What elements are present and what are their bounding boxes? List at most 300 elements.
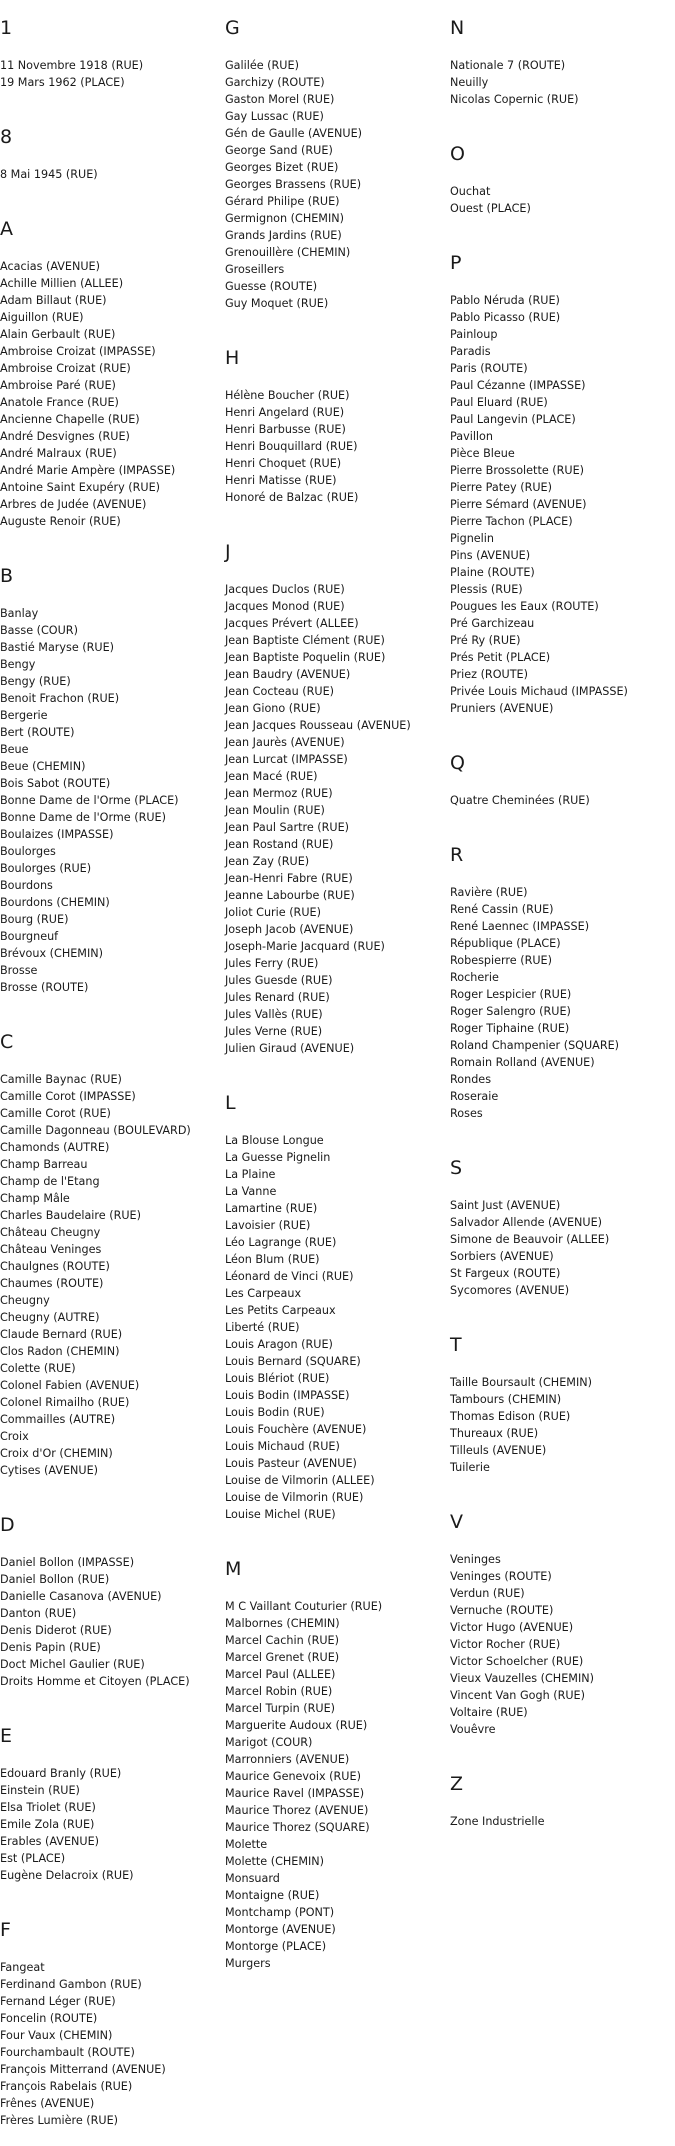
street-item[interactable]: Saint Just (AVENUE) [450, 1199, 561, 1212]
street-item[interactable]: Danielle Casanova (AVENUE) [0, 1590, 162, 1603]
street-list [0, 40, 225, 108]
street-item[interactable]: Denis Diderot (RUE) [0, 1624, 112, 1637]
street-list [450, 867, 675, 1139]
street-item[interactable]: Cytises (AVENUE) [0, 1464, 99, 1477]
street-item[interactable]: Louise Michel (RUE) [225, 1508, 336, 1521]
street-item[interactable]: Colette (RUE) [0, 1362, 76, 1375]
street-item[interactable]: Louis Bodin (RUE) [225, 1406, 325, 1419]
street-item[interactable]: Roseraie [450, 1090, 499, 1103]
street-item[interactable]: Est (PLACE) [0, 1852, 66, 1865]
street-list [450, 1534, 675, 1755]
street-item[interactable]: Hélène Boucher (RUE) [225, 389, 350, 402]
street-item[interactable]: Montchamp (PONT) [225, 1906, 335, 1919]
index-letter: T [450, 1334, 462, 1356]
street-item[interactable]: Victor Schoelcher (RUE) [450, 1655, 584, 1668]
street-item[interactable]: George Sand (RUE) [225, 144, 333, 157]
street-item[interactable]: Jean Baptiste Poquelin (RUE) [225, 651, 386, 664]
letter-group [225, 343, 450, 523]
letter-group [450, 248, 675, 734]
street-item[interactable]: Liberté (RUE) [225, 1321, 300, 1334]
street-item[interactable]: Charles Baudelaire (RUE) [0, 1209, 141, 1222]
street-item[interactable]: Ouest (PLACE) [450, 202, 531, 215]
street-item[interactable]: Maurice Thorez (SQUARE) [225, 1821, 370, 1834]
street-item[interactable]: 8 Mai 1945 (RUE) [0, 168, 98, 181]
street-item[interactable]: Neuilly [450, 76, 489, 89]
street-item[interactable]: Adam Billaut (RUE) [0, 294, 107, 307]
street-item[interactable]: Bengy [0, 658, 36, 671]
street-item[interactable]: Tuilerie [450, 1461, 490, 1474]
street-item[interactable]: Grands Jardins (RUE) [225, 229, 342, 242]
street-item[interactable]: Fourchambault (ROUTE) [0, 2046, 135, 2059]
street-item[interactable]: Tilleuls (AVENUE) [450, 1444, 547, 1457]
street-item[interactable]: Galilée (RUE) [225, 59, 299, 72]
street-item[interactable]: Robespierre (RUE) [450, 954, 552, 967]
street-item[interactable]: Auguste Renoir (RUE) [0, 515, 121, 528]
street-list [450, 1796, 675, 1847]
street-item[interactable]: Boulorges [0, 845, 56, 858]
street-item[interactable]: Château Veninges [0, 1243, 102, 1256]
street-item[interactable]: Guesse (ROUTE) [225, 280, 318, 293]
street-item[interactable]: Montorge (PLACE) [225, 1940, 327, 1953]
street-item[interactable]: André Desvignes (RUE) [0, 430, 130, 443]
letter-group [450, 1330, 675, 1493]
street-item[interactable]: Chamonds (AUTRE) [0, 1141, 110, 1154]
street-list [225, 1581, 450, 1989]
street-item[interactable]: Antoine Saint Exupéry (RUE) [0, 481, 161, 494]
street-item[interactable]: Paul Eluard (RUE) [450, 396, 548, 409]
index-letter: O [450, 143, 465, 165]
street-item[interactable]: Lamartine (RUE) [225, 1202, 318, 1215]
street-item[interactable]: Croix d'Or (CHEMIN) [0, 1447, 113, 1460]
letter-group [0, 214, 225, 547]
street-item[interactable]: Bonne Dame de l'Orme (RUE) [0, 811, 166, 824]
street-item[interactable]: Honoré de Balzac (RUE) [225, 491, 359, 504]
street-item[interactable]: Paul Cézanne (IMPASSE) [450, 379, 586, 392]
street-item[interactable]: Fernand Léger (RUE) [0, 1995, 116, 2008]
street-item[interactable]: Boulorges (RUE) [0, 862, 92, 875]
street-item[interactable]: Léo Lagrange (RUE) [225, 1236, 337, 1249]
street-item[interactable]: Acacias (AVENUE) [0, 260, 100, 273]
street-item[interactable]: Jean Jaurès (AVENUE) [225, 736, 345, 749]
street-item[interactable]: Four Vaux (CHEMIN) [0, 2029, 113, 2042]
index-letter: G [225, 17, 240, 39]
street-item[interactable]: Nationale 7 (ROUTE) [450, 59, 566, 72]
street-item[interactable]: Pablo Néruda (RUE) [450, 294, 560, 307]
street-item[interactable]: Murgers [225, 1957, 271, 1970]
street-item[interactable]: Joliot Curie (RUE) [225, 906, 321, 919]
street-item[interactable]: Marcel Cachin (RUE) [225, 1634, 339, 1647]
letter-group [0, 561, 225, 1013]
street-item[interactable]: Paradis [450, 345, 491, 358]
street-item[interactable]: Maurice Ravel (IMPASSE) [225, 1787, 365, 1800]
street-item[interactable]: Maurice Thorez (AVENUE) [225, 1804, 369, 1817]
street-item[interactable]: Pré Ry (RUE) [450, 634, 521, 647]
street-item[interactable]: Louis Michaud (RUE) [225, 1440, 340, 1453]
street-item[interactable]: 19 Mars 1962 (PLACE) [0, 76, 125, 89]
street-item[interactable]: Jeanne Labourbe (RUE) [225, 889, 355, 902]
street-item[interactable]: Louis Blériot (RUE) [225, 1372, 330, 1385]
street-item[interactable]: Château Cheugny [0, 1226, 101, 1239]
street-item[interactable]: Erables (AVENUE) [0, 1835, 100, 1848]
street-item[interactable]: Bourdons [0, 879, 53, 892]
street-item[interactable]: André Malraux (RUE) [0, 447, 117, 460]
street-item[interactable]: Pré Garchizeau [450, 617, 535, 630]
street-item[interactable]: Nicolas Copernic (RUE) [450, 93, 579, 106]
street-item[interactable]: Paris (ROUTE) [450, 362, 528, 375]
street-item[interactable]: Boulaizes (IMPASSE) [0, 828, 114, 841]
street-item[interactable]: Marguerite Audoux (RUE) [225, 1719, 368, 1732]
street-item[interactable]: François Mitterrand (AVENUE) [0, 2063, 166, 2076]
street-item[interactable]: Privée Louis Michaud (IMPASSE) [450, 685, 628, 698]
letter-group [450, 1153, 675, 1316]
street-item[interactable]: Roses [450, 1107, 483, 1120]
street-item[interactable]: Marigot (COUR) [225, 1736, 313, 1749]
street-item[interactable]: Cheugny (AUTRE) [0, 1311, 100, 1324]
street-item[interactable]: Bourgneuf [0, 930, 59, 943]
street-item[interactable]: Alain Gerbault (RUE) [0, 328, 116, 341]
street-item[interactable]: Molette [225, 1838, 268, 1851]
street-item[interactable]: Louis Bernard (SQUARE) [225, 1355, 361, 1368]
street-item[interactable]: Roger Lespicier (RUE) [450, 988, 572, 1001]
street-item[interactable]: Bourdons (CHEMIN) [0, 896, 110, 909]
street-item[interactable]: Pierre Patey (RUE) [450, 481, 552, 494]
street-item[interactable]: Jean Rostand (RUE) [225, 838, 334, 851]
street-item[interactable]: Salvador Allende (AVENUE) [450, 1216, 603, 1229]
street-item[interactable]: La Blouse Longue [225, 1134, 324, 1147]
street-item[interactable]: Jules Ferry (RUE) [225, 957, 319, 970]
street-item[interactable]: Jules Verne (RUE) [225, 1025, 323, 1038]
street-item[interactable]: Veninges (ROUTE) [450, 1570, 552, 1583]
street-item[interactable]: Colonel Fabien (AVENUE) [0, 1379, 140, 1392]
street-list [0, 1748, 225, 1901]
street-item[interactable]: Bastié Maryse (RUE) [0, 641, 115, 654]
letter-group [0, 1721, 225, 1901]
street-item[interactable]: Pignelin [450, 532, 494, 545]
street-item[interactable]: Arbres de Judée (AVENUE) [0, 498, 147, 511]
street-item[interactable]: Guy Moquet (RUE) [225, 297, 329, 310]
street-item[interactable]: Gérard Philipe (RUE) [225, 195, 340, 208]
street-item[interactable]: Garchizy (ROUTE) [225, 76, 325, 89]
street-item[interactable]: Jules Vallès (RUE) [225, 1008, 323, 1021]
street-item[interactable]: Lavoisier (RUE) [225, 1219, 311, 1232]
street-item[interactable]: Henri Choquet (RUE) [225, 457, 342, 470]
street-item[interactable]: M C Vaillant Couturier (RUE) [225, 1600, 383, 1613]
street-item[interactable]: Thureaux (RUE) [450, 1427, 539, 1440]
street-item[interactable]: Jean Jacques Rousseau (AVENUE) [225, 719, 411, 732]
street-item[interactable]: Prés Petit (PLACE) [450, 651, 551, 664]
street-item[interactable]: Jean Baptiste Clément (RUE) [225, 634, 385, 647]
street-item[interactable]: Rocherie [450, 971, 499, 984]
letter-group [450, 13, 675, 125]
street-item[interactable]: Daniel Bollon (RUE) [0, 1573, 110, 1586]
street-item[interactable]: Champ Mâle [0, 1192, 70, 1205]
street-item[interactable]: Champ Barreau [0, 1158, 88, 1171]
street-item[interactable]: Georges Brassens (RUE) [225, 178, 362, 191]
letter-group [225, 1088, 450, 1540]
street-item[interactable]: Taille Boursault (CHEMIN) [450, 1376, 592, 1389]
street-item[interactable]: Achille Millien (ALLEE) [0, 277, 124, 290]
street-item[interactable]: Pierre Sémard (AVENUE) [450, 498, 587, 511]
street-item[interactable]: Tambours (CHEMIN) [450, 1393, 562, 1406]
street-item[interactable]: Germignon (CHEMIN) [225, 212, 344, 225]
street-item[interactable]: Maurice Genevoix (RUE) [225, 1770, 361, 1783]
street-item[interactable]: Frères Lumière (RUE) [0, 2114, 119, 2127]
street-item[interactable]: Plaine (ROUTE) [450, 566, 535, 579]
street-item[interactable]: Bert (ROUTE) [0, 726, 75, 739]
street-item[interactable]: Jean Cocteau (RUE) [225, 685, 335, 698]
street-item[interactable]: Grenouillère (CHEMIN) [225, 246, 351, 259]
street-item[interactable]: Rondes [450, 1073, 492, 1086]
street-item[interactable]: Benoit Frachon (RUE) [0, 692, 120, 705]
street-item[interactable]: Ouchat [450, 185, 491, 198]
street-item[interactable]: Beue [0, 743, 29, 756]
letter-group [0, 1915, 225, 2146]
street-item[interactable]: Ravière (RUE) [450, 886, 528, 899]
street-item[interactable]: La Vanne [225, 1185, 277, 1198]
street-item[interactable]: Brosse (ROUTE) [0, 981, 89, 994]
street-list [450, 1357, 675, 1493]
street-item[interactable]: St Fargeux (ROUTE) [450, 1267, 561, 1280]
street-item[interactable]: André Marie Ampère (IMPASSE) [0, 464, 176, 477]
street-item[interactable]: Verdun (RUE) [450, 1587, 525, 1600]
street-item[interactable]: Henri Angelard (RUE) [225, 406, 345, 419]
letter-group [0, 122, 225, 200]
street-item[interactable]: Quatre Cheminées (RUE) [450, 794, 590, 807]
street-item[interactable]: Jean Paul Sartre (RUE) [225, 821, 350, 834]
street-list [0, 588, 225, 1013]
street-item[interactable]: Daniel Bollon (IMPASSE) [0, 1556, 135, 1569]
street-item[interactable]: Georges Bizet (RUE) [225, 161, 339, 174]
street-item[interactable]: La Guesse Pignelin [225, 1151, 331, 1164]
street-item[interactable]: Jean Zay (RUE) [225, 855, 310, 868]
street-item[interactable]: Camille Corot (IMPASSE) [0, 1090, 136, 1103]
street-item[interactable]: Gén de Gaulle (AVENUE) [225, 127, 363, 140]
street-item[interactable]: Léon Blum (RUE) [225, 1253, 320, 1266]
street-item[interactable]: Frênes (AVENUE) [0, 2097, 95, 2110]
street-item[interactable]: Pierre Brossolette (RUE) [450, 464, 585, 477]
column-2 [225, 0, 450, 1989]
street-item[interactable]: Camille Dagonneau (BOULEVARD) [0, 1124, 191, 1137]
street-item[interactable]: Doct Michel Gaulier (RUE) [0, 1658, 145, 1671]
street-item[interactable]: Molette (CHEMIN) [225, 1855, 325, 1868]
street-item[interactable]: Edouard Branly (RUE) [0, 1767, 122, 1780]
street-item[interactable]: Groseillers [225, 263, 285, 276]
street-item[interactable]: Denis Papin (RUE) [0, 1641, 101, 1654]
street-item[interactable]: Elsa Triolet (RUE) [0, 1801, 96, 1814]
street-item[interactable]: La Plaine [225, 1168, 276, 1181]
street-item[interactable]: Paul Langevin (PLACE) [450, 413, 576, 426]
street-item[interactable]: Ambroise Paré (RUE) [0, 379, 116, 392]
street-item[interactable]: Danton (RUE) [0, 1607, 77, 1620]
street-item[interactable]: Camille Baynac (RUE) [0, 1073, 122, 1086]
street-item[interactable]: Henri Bouquillard (RUE) [225, 440, 358, 453]
street-item[interactable]: Ambroise Croizat (RUE) [0, 362, 131, 375]
street-item[interactable]: Ancienne Chapelle (RUE) [0, 413, 140, 426]
index-letter: L [225, 1092, 236, 1114]
street-item[interactable]: Vernuche (ROUTE) [450, 1604, 554, 1617]
street-item[interactable]: Vincent Van Gogh (RUE) [450, 1689, 585, 1702]
index-letter: N [450, 17, 465, 39]
street-item[interactable]: Painloup [450, 328, 498, 341]
street-item[interactable]: Vieux Vauzelles (CHEMIN) [450, 1672, 594, 1685]
street-list [450, 1180, 675, 1316]
street-item[interactable]: Louis Fouchère (AVENUE) [225, 1423, 367, 1436]
street-item[interactable]: 11 Novembre 1918 (RUE) [0, 59, 144, 72]
street-item[interactable]: Les Carpeaux [225, 1287, 302, 1300]
street-item[interactable]: Jean-Henri Fabre (RUE) [225, 872, 353, 885]
street-item[interactable]: Roland Champenier (SQUARE) [450, 1039, 620, 1052]
street-item[interactable]: Vouêvre [450, 1723, 496, 1736]
street-item[interactable]: Aiguillon (RUE) [0, 311, 84, 324]
street-item[interactable]: Les Petits Carpeaux [225, 1304, 336, 1317]
street-item[interactable]: Pruniers (AVENUE) [450, 702, 554, 715]
street-item[interactable]: République (PLACE) [450, 937, 561, 950]
street-item[interactable]: Louis Bodin (IMPASSE) [225, 1389, 350, 1402]
street-list [225, 564, 450, 1074]
street-item[interactable]: Montaigne (RUE) [225, 1889, 320, 1902]
street-item[interactable]: Jules Renard (RUE) [225, 991, 330, 1004]
letter-group [450, 1769, 675, 1847]
street-item[interactable]: Jean Lurcat (IMPASSE) [225, 753, 348, 766]
street-item[interactable]: Simone de Beauvoir (ALLEE) [450, 1233, 610, 1246]
street-item[interactable]: Ambroise Croizat (IMPASSE) [0, 345, 156, 358]
street-item[interactable]: Roger Tiphaine (RUE) [450, 1022, 570, 1035]
street-list [225, 370, 450, 523]
street-item[interactable]: Gaston Morel (RUE) [225, 93, 335, 106]
street-item[interactable]: Bois Sabot (ROUTE) [0, 777, 111, 790]
street-item[interactable]: Einstein (RUE) [0, 1784, 80, 1797]
street-item[interactable]: Commailles (AUTRE) [0, 1413, 116, 1426]
street-item[interactable]: Léonard de Vinci (RUE) [225, 1270, 354, 1283]
column-1 [0, 0, 225, 2146]
street-item[interactable]: Clos Radon (CHEMIN) [0, 1345, 120, 1358]
street-item[interactable]: Jean Giono (RUE) [225, 702, 321, 715]
street-list [225, 40, 450, 329]
street-item[interactable]: Pablo Picasso (RUE) [450, 311, 561, 324]
street-item[interactable]: Jacques Monod (RUE) [225, 600, 345, 613]
street-item[interactable]: Thomas Edison (RUE) [450, 1410, 571, 1423]
street-item[interactable]: Louise de Vilmorin (RUE) [225, 1491, 364, 1504]
street-item[interactable]: Montorge (AVENUE) [225, 1923, 336, 1936]
street-item[interactable]: Eugène Delacroix (RUE) [0, 1869, 134, 1882]
street-item[interactable]: Julien Giraud (AVENUE) [225, 1042, 355, 1055]
street-list [0, 1942, 225, 2146]
street-item[interactable]: Pins (AVENUE) [450, 549, 531, 562]
street-item[interactable]: Beue (CHEMIN) [0, 760, 86, 773]
street-item[interactable]: Basse (COUR) [0, 624, 78, 637]
street-item[interactable]: Anatole France (RUE) [0, 396, 119, 409]
street-item[interactable]: Pierre Tachon (PLACE) [450, 515, 573, 528]
letter-group [450, 139, 675, 234]
street-item[interactable]: Cheugny [0, 1294, 50, 1307]
street-item[interactable]: Jean Mermoz (RUE) [225, 787, 333, 800]
street-item[interactable]: Brosse [0, 964, 38, 977]
street-item[interactable]: Gay Lussac (RUE) [225, 110, 324, 123]
street-item[interactable]: François Rabelais (RUE) [0, 2080, 133, 2093]
street-item[interactable]: Marcel Paul (ALLEE) [225, 1668, 336, 1681]
index-letter: D [0, 1514, 15, 1536]
street-list [450, 275, 675, 734]
street-item[interactable]: Jacques Duclos (RUE) [225, 583, 345, 596]
street-item[interactable]: René Cassin (RUE) [450, 903, 554, 916]
street-item[interactable]: Monsuard [225, 1872, 280, 1885]
street-item[interactable]: Jean Baudry (AVENUE) [225, 668, 351, 681]
street-item[interactable]: Chaumes (ROUTE) [0, 1277, 104, 1290]
street-item[interactable]: Voltaire (RUE) [450, 1706, 528, 1719]
street-item[interactable]: Joseph-Marie Jacquard (RUE) [225, 940, 385, 953]
street-item[interactable]: Malbornes (CHEMIN) [225, 1617, 340, 1630]
street-item[interactable]: Zone Industrielle [450, 1815, 545, 1828]
street-item[interactable]: Jean Macé (RUE) [225, 770, 318, 783]
street-item[interactable]: Pièce Bleue [450, 447, 515, 460]
index-letter: C [0, 1031, 14, 1053]
street-item[interactable]: Jules Guesde (RUE) [225, 974, 333, 987]
street-item[interactable]: Pavillon [450, 430, 493, 443]
street-item[interactable]: René Laennec (IMPASSE) [450, 920, 590, 933]
street-item[interactable]: Bourg (RUE) [0, 913, 69, 926]
street-item[interactable]: Louis Aragon (RUE) [225, 1338, 333, 1351]
index-letter: S [450, 1157, 463, 1179]
street-item[interactable]: Roger Salengro (RUE) [450, 1005, 571, 1018]
street-list [0, 149, 225, 200]
letter-group [225, 1554, 450, 1989]
street-item[interactable]: Chaulgnes (ROUTE) [0, 1260, 110, 1273]
street-item[interactable]: Croix [0, 1430, 29, 1443]
street-item[interactable]: Veninges [450, 1553, 501, 1566]
street-list [450, 775, 675, 826]
street-item[interactable]: Henri Barbusse (RUE) [225, 423, 346, 436]
street-item[interactable]: Marcel Grenet (RUE) [225, 1651, 340, 1664]
street-item[interactable]: Louise de Vilmorin (ALLEE) [225, 1474, 375, 1487]
street-item[interactable]: Romain Rolland (AVENUE) [450, 1056, 595, 1069]
street-item[interactable]: Victor Rocher (RUE) [450, 1638, 561, 1651]
street-item[interactable]: Plessis (RUE) [450, 583, 523, 596]
street-item[interactable]: Champ de l'Etang [0, 1175, 100, 1188]
street-item[interactable]: Victor Hugo (AVENUE) [450, 1621, 574, 1634]
street-item[interactable]: Ferdinand Gambon (RUE) [0, 1978, 142, 1991]
street-item[interactable]: Emile Zola (RUE) [0, 1818, 95, 1831]
street-item[interactable]: Claude Bernard (RUE) [0, 1328, 123, 1341]
street-item[interactable]: Marcel Robin (RUE) [225, 1685, 333, 1698]
letter-group [225, 537, 450, 1074]
street-list [450, 40, 675, 125]
street-item[interactable]: Bengy (RUE) [0, 675, 71, 688]
street-item[interactable]: Henri Matisse (RUE) [225, 474, 337, 487]
street-item[interactable]: Joseph Jacob (AVENUE) [225, 923, 354, 936]
street-item[interactable]: Louis Pasteur (AVENUE) [225, 1457, 357, 1470]
street-item[interactable]: Colonel Rimailho (RUE) [0, 1396, 130, 1409]
street-item[interactable]: Bergerie [0, 709, 48, 722]
index-letter: M [225, 1558, 242, 1580]
street-item[interactable]: Camille Corot (RUE) [0, 1107, 111, 1120]
letter-group [225, 13, 450, 329]
street-item[interactable]: Marronniers (AVENUE) [225, 1753, 350, 1766]
street-item[interactable]: Priez (ROUTE) [450, 668, 528, 681]
street-item[interactable]: Brévoux (CHEMIN) [0, 947, 103, 960]
street-item[interactable]: Jean Moulin (RUE) [225, 804, 325, 817]
street-item[interactable]: Marcel Turpin (RUE) [225, 1702, 335, 1715]
street-item[interactable]: Droits Homme et Citoyen (PLACE) [0, 1675, 190, 1688]
street-item[interactable]: Foncelin (ROUTE) [0, 2012, 98, 2025]
street-item[interactable]: Pougues les Eaux (ROUTE) [450, 600, 599, 613]
street-item[interactable]: Bonne Dame de l'Orme (PLACE) [0, 794, 179, 807]
street-item[interactable]: Banlay [0, 607, 39, 620]
street-item[interactable]: Sycomores (AVENUE) [450, 1284, 570, 1297]
street-item[interactable]: Fangeat [0, 1961, 45, 1974]
index-letter: Z [450, 1773, 464, 1795]
street-item[interactable]: Jacques Prévert (ALLEE) [225, 617, 359, 630]
street-item[interactable]: Sorbiers (AVENUE) [450, 1250, 554, 1263]
